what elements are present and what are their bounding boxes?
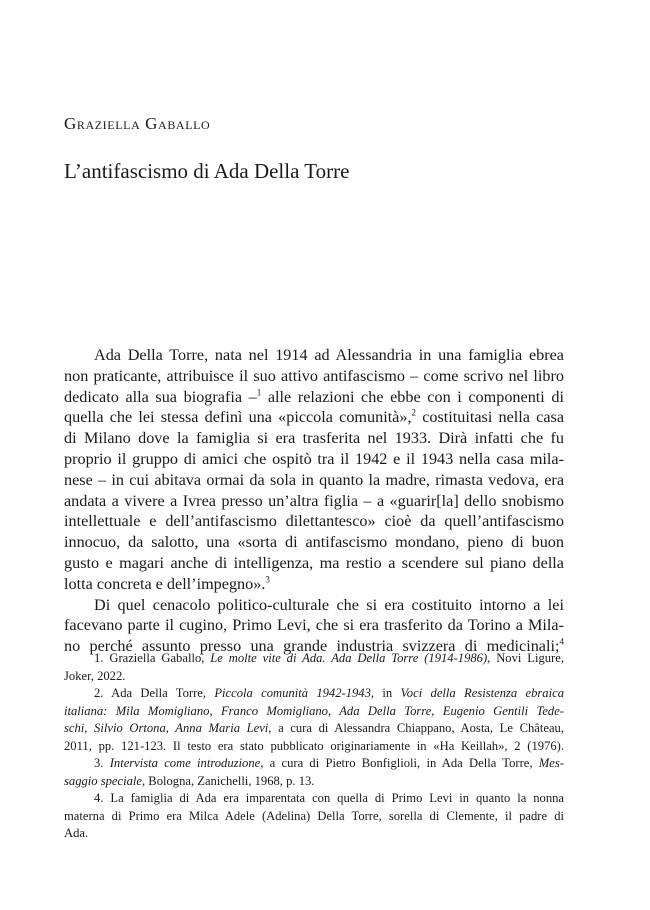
body-line: intellettuale e dell’antifascismo dilettantesco» cioè da quell’antifascismo [64, 512, 564, 531]
footnotes [64, 650, 564, 843]
body-line: facevano parte il cugino, Primo Levi, che si era trasferito da Torino a Mila- [64, 616, 564, 635]
body-line: quella che lei stessa definì una «piccola comunità»,$^2$ costituitasi nella casa [64, 408, 565, 427]
footnote-3: 3. Intervista come introduzione, a cura di Pietro Bonfiglioli, in Ada Della Torre, Mes- [94, 756, 564, 770]
body-line: Di quel cenacolo politico-culturale che si era costituito intorno a lei [94, 595, 564, 614]
body-line: non praticante, attribuisce il suo attivo antifascismo – come scrivo nel libro [64, 366, 564, 385]
body-line: andata a vivere a Ivrea presso un’altra figlia – a «guarir[la] dello snobismo [64, 491, 564, 510]
footnote-2-cont: schi, Silvio Ortona, Anna Maria Levi, a cura di Alessandra Chiappano, Aosta, Le Château, [64, 721, 564, 735]
footnote-ref: 2 [411, 408, 417, 418]
chapter-title: L’antifascismo di Ada Della Torre [64, 159, 350, 183]
body-line: proprio il gruppo di amici che ospitò tra il 1942 e il 1943 nella casa mila- [64, 449, 564, 468]
footnote-2-cont: italiana: Mila Momigliano, Franco Momigliano, Ada Della Torre, Eugenio Gentili Tede- [64, 703, 564, 718]
footnote-4: 4. La famiglia di Ada era imparentata con quella di Primo Levi in quanto la nonna [94, 791, 564, 805]
footnote-ref: 1 [256, 387, 262, 398]
body-line: no perché assunto presso una grande industria svizzera di medicinali;$^4$ [64, 636, 564, 656]
footnote-ref: 3 [265, 574, 270, 585]
body-text [64, 345, 564, 657]
footnote-4-cont: materna di Primo era Milca Adele (Adelina) Della Torre, sorella di Clemente, il padre di [64, 808, 564, 823]
body-line: di Milano dove la famiglia si era trasferita nel 1933. Dirà infatti che fu [64, 429, 564, 448]
footnote-2-cont: 2011, pp. 121-123. Il testo era stato pubblicato originariamente in «Ha Keillah», 2 (1976). [64, 738, 564, 753]
body-line: lotta concreta e dell’impegno».$^3$ [64, 574, 270, 593]
footnote-1: 1. Graziella Gaballo, Le molte vite di Ada. Ada Della Torre (1914-1986), Novi Ligure, [94, 651, 564, 665]
footnote-4-cont: Ada. [64, 826, 89, 840]
footnote-1-cont: Joker, 2022. [64, 668, 126, 683]
body-line: gusto e magari anche di intelligenza, ma restio a scendere sul piano della [64, 553, 564, 572]
chapter-author: Graziella Gaballo [64, 114, 211, 133]
body-line: nese – in cui abitava ormai da sola in quanto la madre, rimasta vedova, era [64, 470, 564, 489]
body-line: innocuo, da salotto, una «sorta di antifascismo mondano, pieno di buon [64, 533, 564, 552]
body-line: dedicato alla sua biografia –$^1$ alle relazioni che ebbe con i componenti di [64, 387, 564, 406]
body-line: Ada Della Torre, nata nel 1914 ad Alessandria in una famiglia ebrea [94, 346, 564, 364]
footnote-2: 2. Ada Della Torre, Piccola comunità 1942-1943, in Voci della Resistenza ebraica [94, 686, 564, 700]
footnote-ref: 4 [559, 636, 564, 647]
footnote-3-cont: saggio speciale, Bologna, Zanichelli, 1968, p. 13. [64, 773, 315, 788]
